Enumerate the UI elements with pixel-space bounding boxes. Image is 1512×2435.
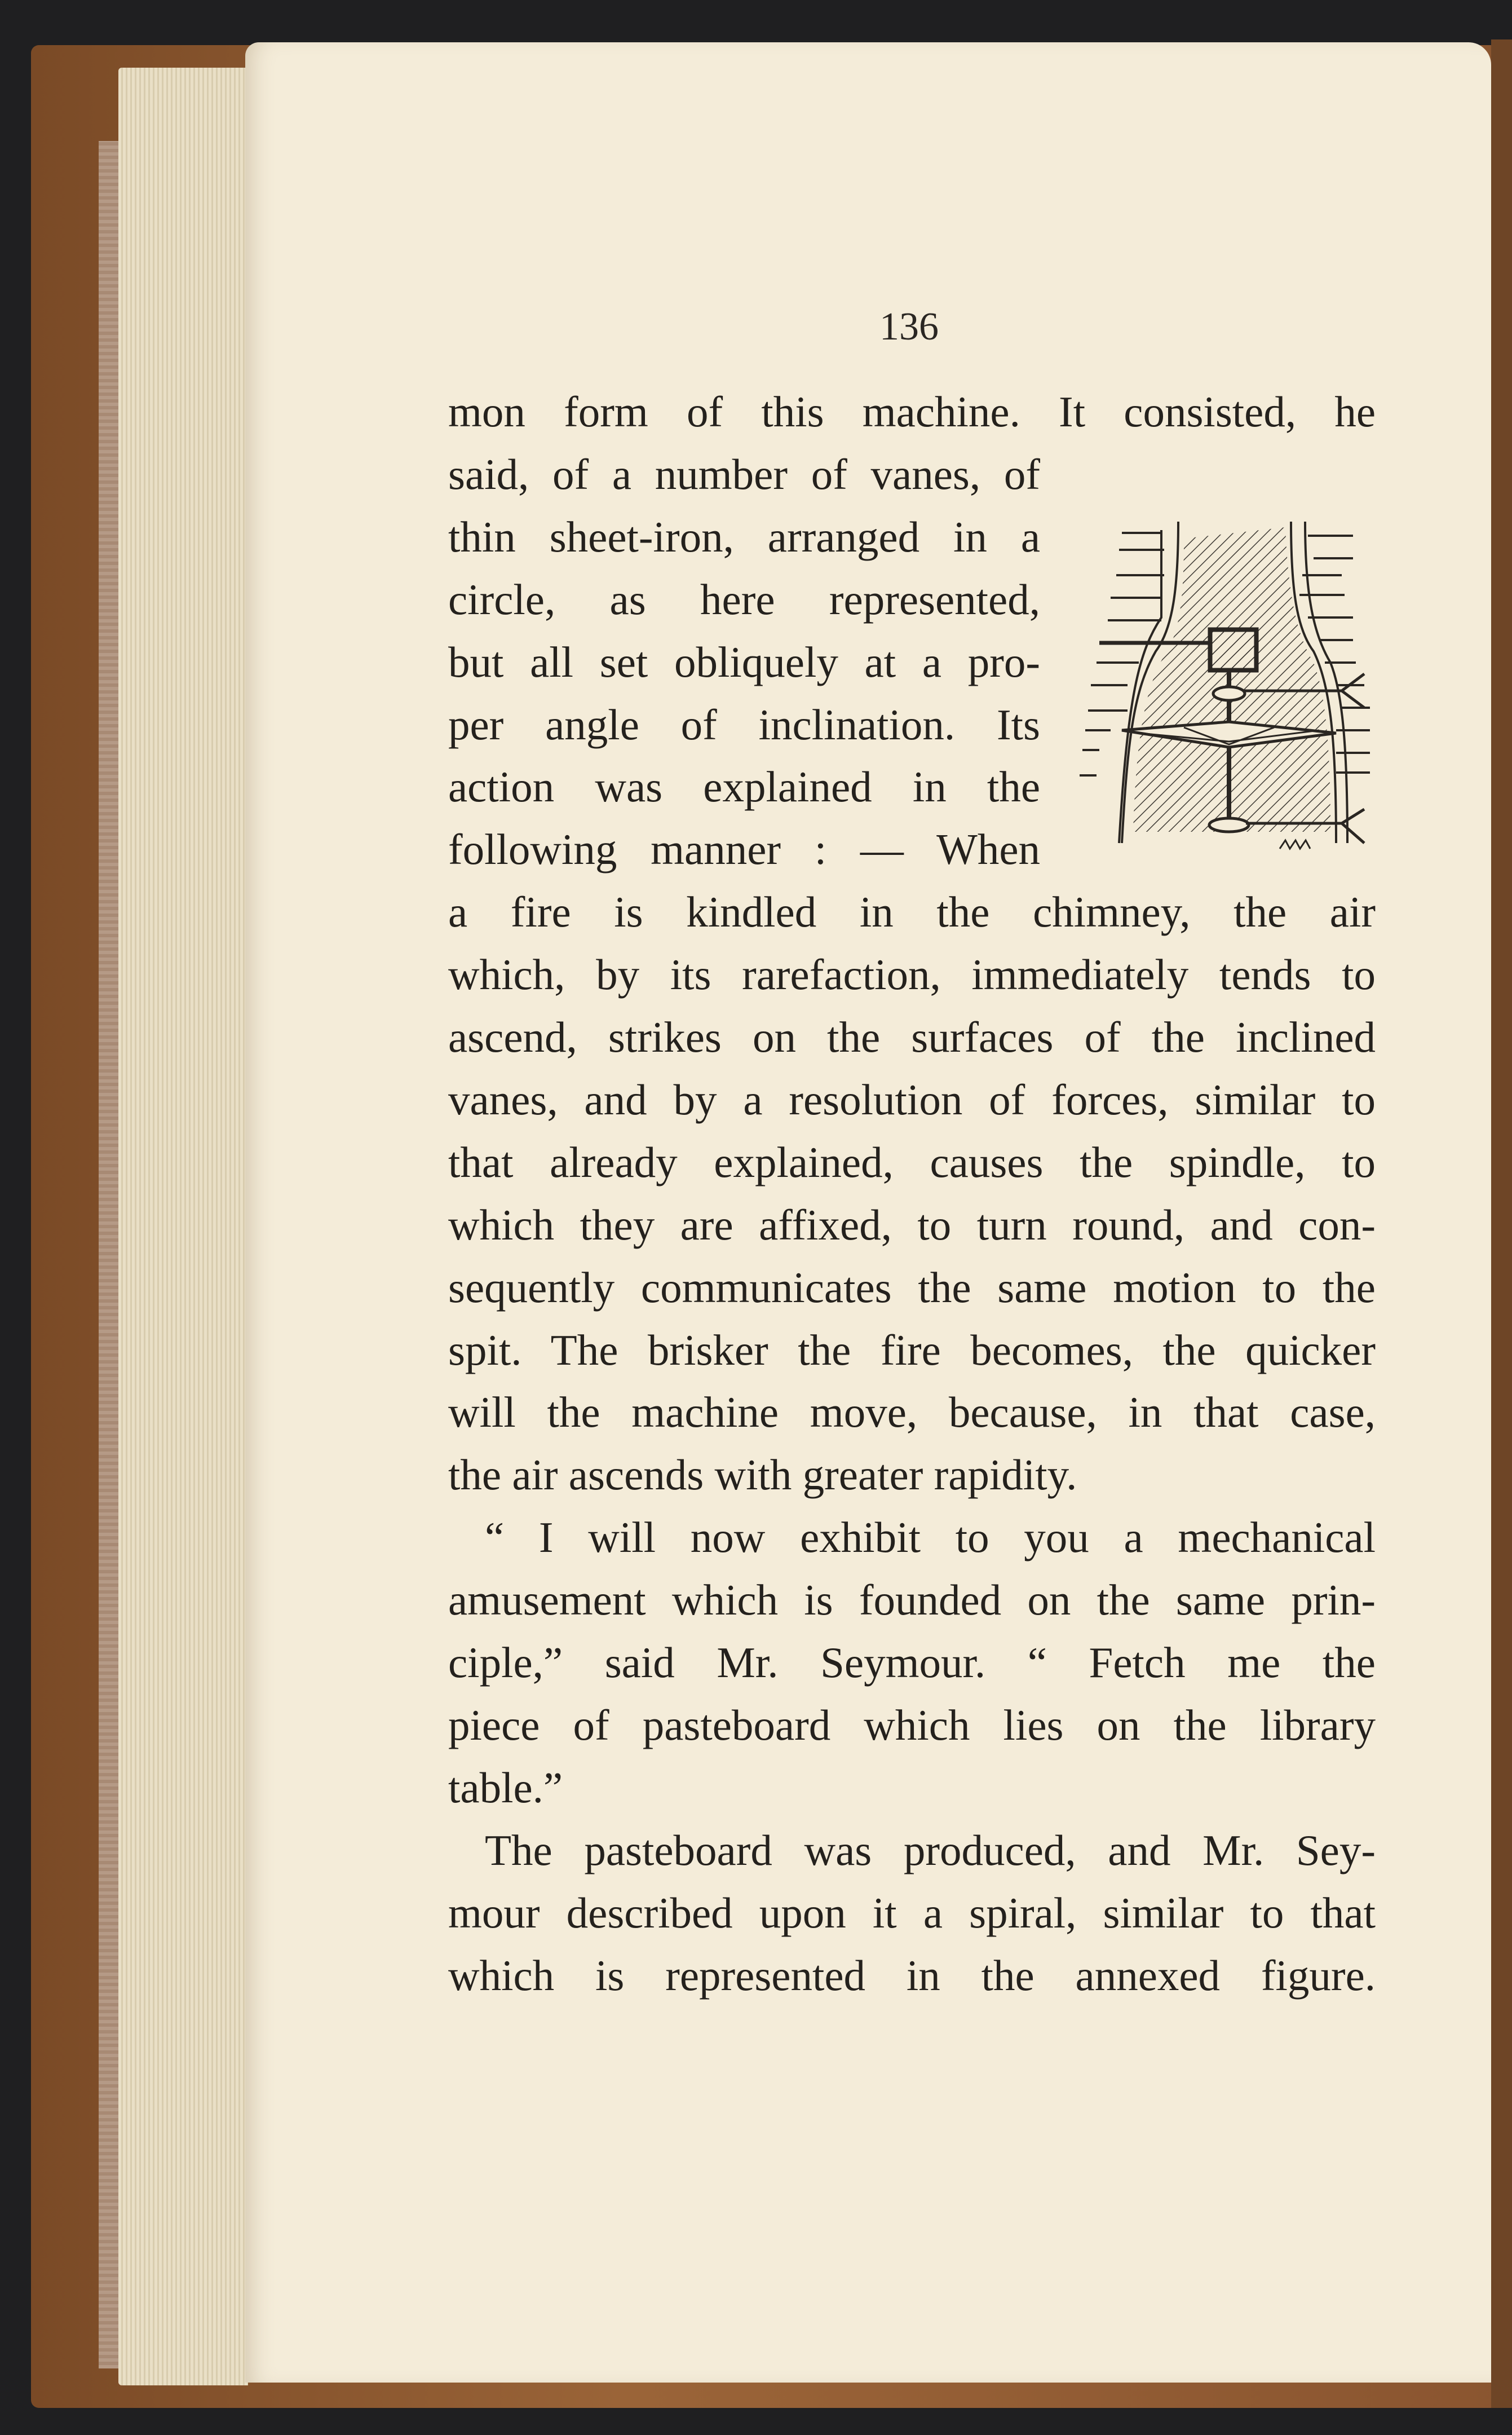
text-line: said, of a number of vanes, of (448, 449, 1040, 499)
text-line: mour described upon it a spiral, similar to that (448, 1888, 1376, 1937)
page-edges (118, 68, 248, 2385)
text-line: which they are affixed, to turn round, and con- (448, 1200, 1376, 1249)
text-line: which is represented in the annexed figure. (448, 1951, 1376, 2000)
facing-page-edge (1491, 39, 1512, 2408)
text-line: ascend, strikes on the surfaces of the inclined (448, 1013, 1376, 1061)
text-line: but all set obliquely at a pro- (448, 637, 1040, 686)
text-line: per angle of inclination. Its (448, 700, 1040, 749)
page-number: 136 (879, 305, 939, 349)
text-line: a fire is kindled in the chimney, the air (448, 888, 1376, 937)
text-line: thin sheet-iron, arranged in a (448, 512, 1040, 561)
text-line: that already explained, causes the spindle, to (448, 1137, 1376, 1186)
text-line: which, by its rarefaction, immediately tends to (448, 950, 1376, 999)
text-line: will the machine move, because, in that case, (448, 1388, 1376, 1437)
text-line: the air ascends with greater rapidity. (448, 1450, 1077, 1499)
text-line: following manner : — When (448, 825, 1040, 874)
spine-cloth (99, 141, 121, 2368)
text-line: amusement which is founded on the same prin- (448, 1576, 1376, 1625)
text-line: circle, as here represented, (448, 575, 1040, 624)
text-line: sequently communicates the same motion to the (448, 1263, 1376, 1312)
text-line: The pasteboard was produced, and Mr. Sey- (485, 1825, 1376, 1874)
text-line: action was explained in the (448, 762, 1040, 811)
text-line: piece of pasteboard which lies on the library (448, 1700, 1376, 1749)
smoke-jack-chimney-illustration (1071, 505, 1376, 871)
text-line: mon form of this machine. It consisted, he (448, 387, 1376, 436)
text-line: table.” (448, 1763, 563, 1812)
text-line: vanes, and by a resolution of forces, similar to (448, 1075, 1376, 1124)
text-line: spit. The brisker the fire becomes, the quicker (448, 1325, 1376, 1374)
text-line: “ I will now exhibit to you a mechanical (485, 1513, 1376, 1562)
text-line: ciple,” said Mr. Seymour. “ Fetch me the (448, 1638, 1376, 1687)
